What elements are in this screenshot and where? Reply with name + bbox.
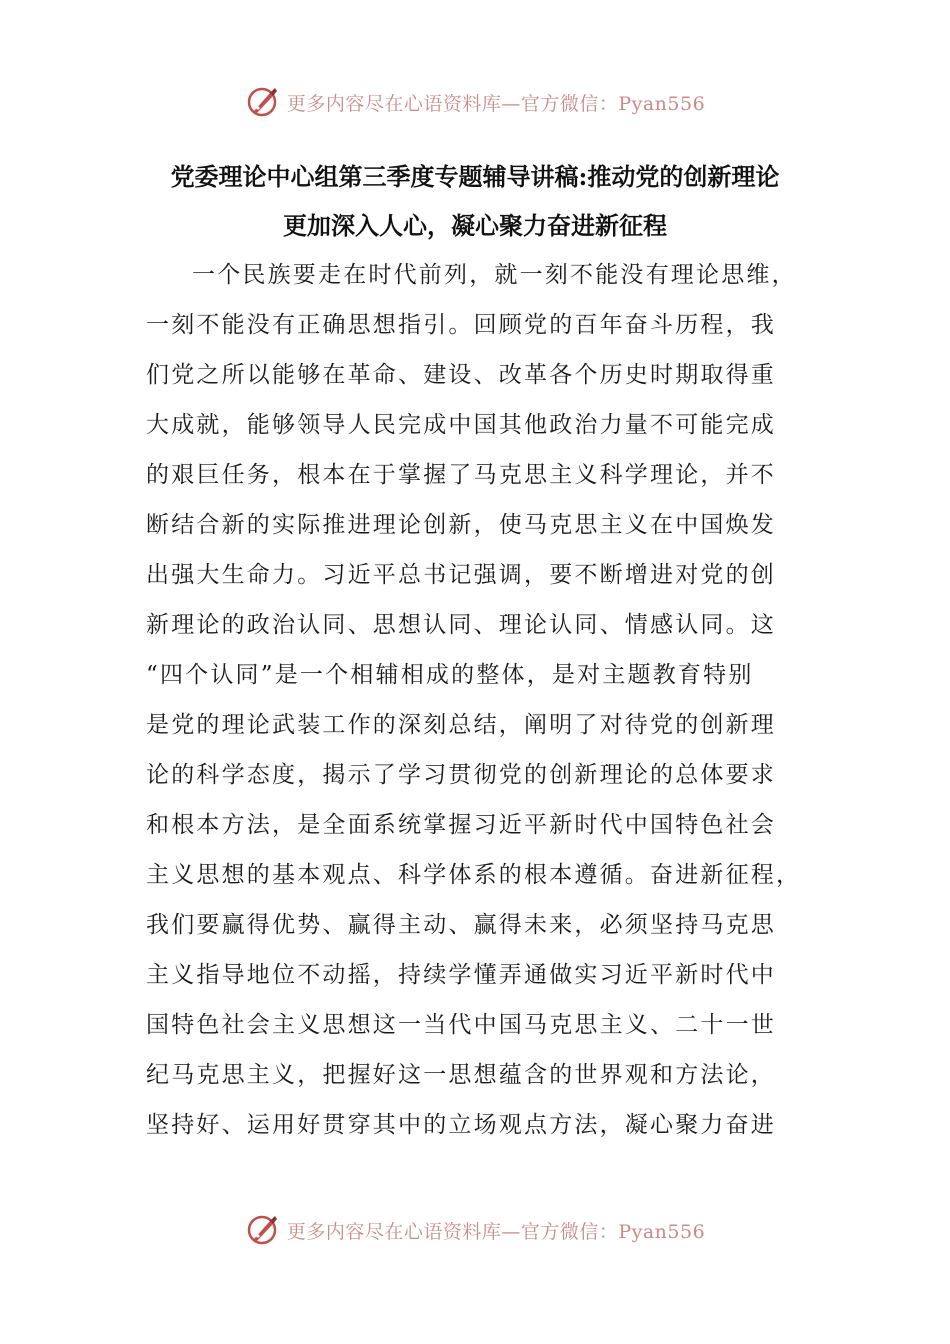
body-line: “四个认同”是一个相辅相成的整体，是对主题教育特别 (146, 662, 754, 688)
body-paragraph (146, 250, 806, 1150)
body-line: 是党的理论武装工作的深刻总结，阐明了对待党的创新理 (146, 712, 776, 738)
document-title-line-1: 党委理论中心组第三季度专题辅导讲稿:推动党的创新理论 (170, 162, 780, 191)
body-line: 一刻不能没有正确思想指引。回顾党的百年奋斗历程，我 (146, 312, 776, 338)
footer-banner (0, 1208, 950, 1252)
footer-banner-text: 更多内容尽在心语资料库—官方微信：Pyan556 (286, 1220, 706, 1243)
body-line: 主义思想的基本观点、科学体系的根本遵循。奋进新征程， (146, 862, 802, 888)
body-line: 纪马克思主义，把握好这一思想蕴含的世界观和方法论， (146, 1062, 776, 1088)
body-line: 一个民族要走在时代前列，就一刻不能没有理论思维， (192, 262, 797, 288)
body-line: 坚持好、运用好贯穿其中的立场观点方法，凝心聚力奋进 (146, 1112, 776, 1138)
body-line: 我们要赢得优势、赢得主动、赢得未来，必须坚持马克思 (146, 912, 776, 938)
body-line: 论的科学态度，揭示了学习贯彻党的创新理论的总体要求 (146, 762, 776, 788)
body-line: 新理论的政治认同、思想认同、理论认同、情感认同。这 (146, 612, 776, 638)
body-line: 主义指导地位不动摇，持续学懂弄通做实习近平新时代中 (146, 962, 776, 988)
pen-nib-logo-icon (245, 1212, 281, 1248)
header-banner (0, 80, 950, 124)
body-line: 和根本方法，是全面系统掌握习近平新时代中国特色社会 (146, 812, 776, 838)
pen-nib-logo-icon (245, 84, 281, 120)
document-title-line-2: 更加深入人心，凝心聚力奋进新征程 (283, 211, 667, 240)
body-line: 国特色社会主义思想这一当代中国马克思主义、二十一世 (146, 1012, 776, 1038)
body-line: 大成就，能够领导人民完成中国其他政治力量不可能完成 (146, 412, 776, 438)
body-line: 的艰巨任务，根本在于掌握了马克思主义科学理论，并不 (146, 462, 776, 488)
body-line: 们党之所以能够在革命、建设、改革各个历史时期取得重 (146, 362, 776, 388)
header-banner-text: 更多内容尽在心语资料库—官方微信：Pyan556 (286, 92, 706, 115)
body-line: 断结合新的实际推进理论创新，使马克思主义在中国焕发 (146, 512, 776, 538)
body-line: 出强大生命力。习近平总书记强调，要不断增进对党的创 (146, 562, 776, 588)
